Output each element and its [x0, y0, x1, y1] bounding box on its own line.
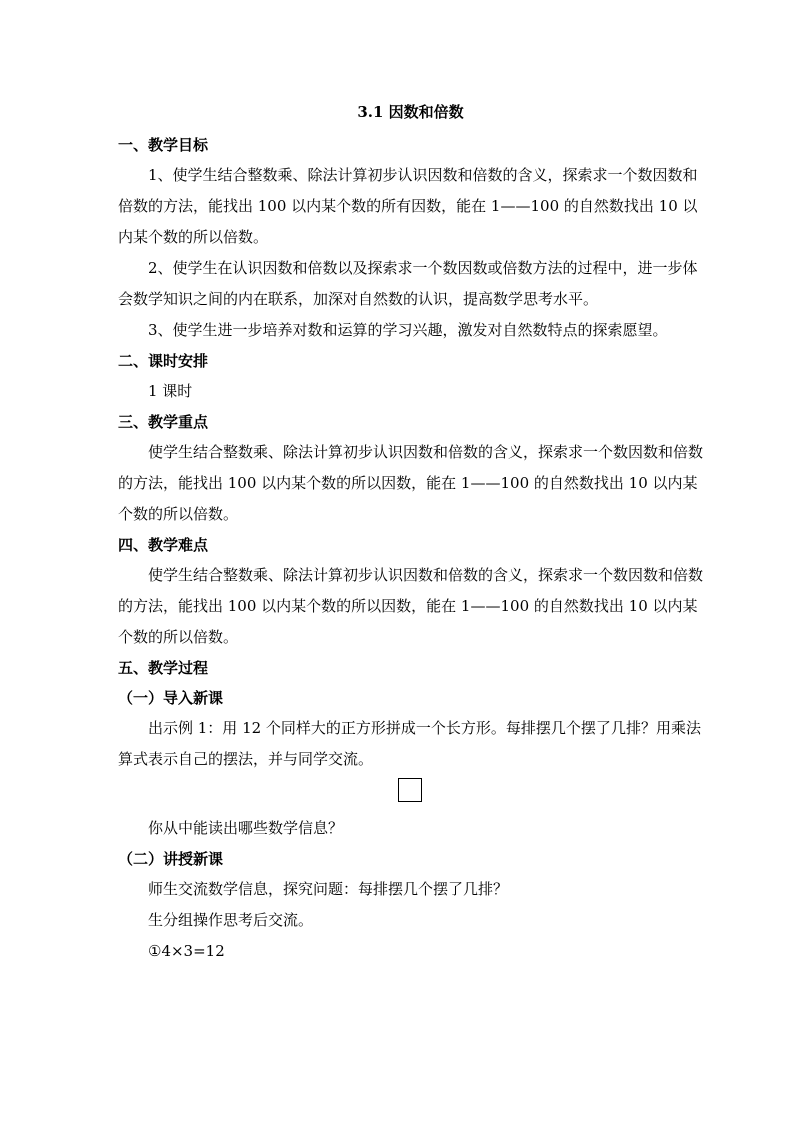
section-heading-schedule: 二、课时安排	[118, 352, 209, 370]
process-paragraph-4: 生分组操作思考后交流。	[148, 911, 314, 929]
section-heading-goals: 一、教学目标	[118, 136, 209, 154]
process-paragraph-2: 你从中能读出哪些数学信息？	[148, 819, 344, 837]
document-body	[118, 98, 703, 967]
process-paragraph-5: ①4×3=12	[148, 942, 225, 960]
section-heading-key-points: 三、教学重点	[118, 413, 209, 431]
process-paragraph-1: 出示例 1：用 12 个同样大的正方形拼成一个长方形。每排摆几个摆了几排？用乘法算式表示自己的摆法，并与同学交流。	[118, 719, 701, 768]
subsection-heading-intro: （一）导入新课	[118, 689, 224, 707]
square-shape	[398, 778, 422, 802]
document-title: 3.1 因数和倍数	[357, 103, 464, 121]
process-paragraph-3: 师生交流数学信息，探究问题：每排摆几个摆了几排？	[148, 880, 509, 898]
schedule-paragraph: 1 课时	[148, 382, 193, 400]
square-figure	[118, 778, 703, 808]
goal-paragraph-2: 2、使学生在认识因数和倍数以及探索求一个数因数或倍数方法的过程中，进一步体会数学知识之间的内在联系，加深对自然数的认识，提高数学思考水平。	[118, 259, 698, 308]
section-heading-difficulties: 四、教学难点	[118, 536, 209, 554]
difficulties-paragraph: 使学生结合整数乘、除法计算初步认识因数和倍数的含义，探索求一个数因数和倍数的方法，能找出 100 以内某个数的所以因数，能在 1——100 的自然数找出 10 以内某个数的所以倍数。	[118, 566, 704, 646]
goal-paragraph-1: 1、使学生结合整数乘、除法计算初步认识因数和倍数的含义，探索求一个数因数和倍数的方法，能找出 100 以内某个数的所有因数，能在 1——100 的自然数找出 10 以内某个数的所以倍数。	[118, 166, 698, 246]
goal-paragraph-3: 3、使学生进一步培养对数和运算的学习兴趣，激发对自然数特点的探索愿望。	[148, 321, 668, 339]
key-points-paragraph: 使学生结合整数乘、除法计算初步认识因数和倍数的含义，探索求一个数因数和倍数的方法，能找出 100 以内某个数的所以因数，能在 1——100 的自然数找出 10 以内某个数的所以倍数。	[118, 443, 704, 523]
subsection-heading-new-lesson: （二）讲授新课	[118, 850, 224, 868]
section-heading-process: 五、教学过程	[118, 659, 209, 677]
